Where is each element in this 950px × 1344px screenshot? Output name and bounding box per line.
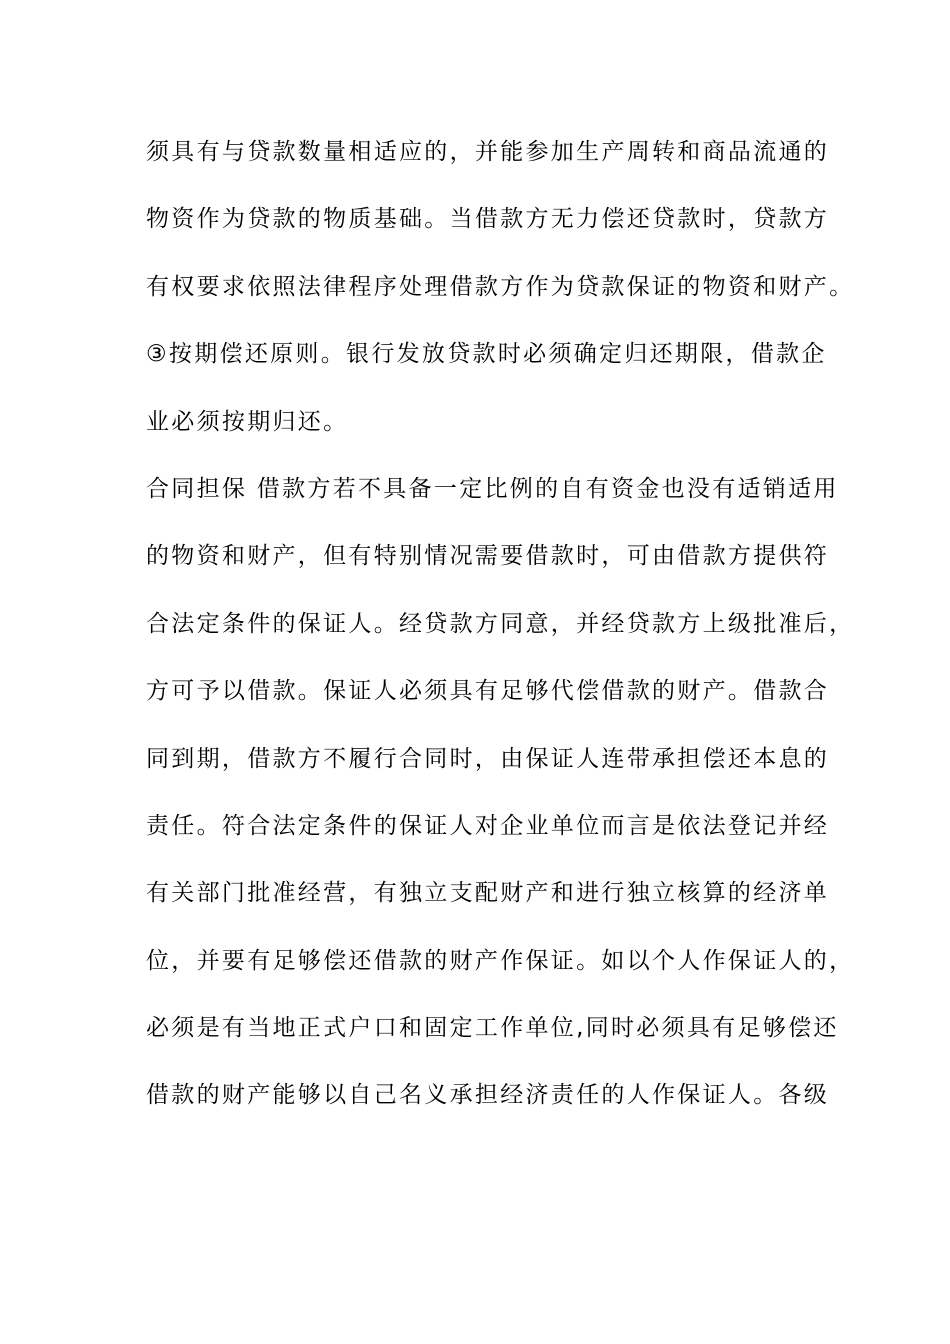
text-line-2: 物资作为贷款的物质基础。当借款方无力偿还贷款时，贷款方 bbox=[146, 206, 830, 233]
text-line-5: 业必须按期归还。 bbox=[146, 408, 349, 435]
text-line-8: 合法定条件的保证人。经贷款方同意，并经贷款方上级批准后， bbox=[146, 610, 855, 637]
text-line-14: 必须是有当地正式户口和固定工作单位,同时必须具有足够偿还 bbox=[146, 1015, 839, 1042]
text-line-10: 同到期，借款方不履行合同时，由保证人连带承担偿还本息的 bbox=[146, 745, 830, 772]
text-line-3: 有权要求依照法律程序处理借款方作为贷款保证的物资和财产。 bbox=[146, 273, 855, 300]
text-line-15: 借款的财产能够以自己名义承担经济责任的人作保证人。各级 bbox=[146, 1082, 830, 1109]
text-line-6: 合同担保 借款方若不具备一定比例的自有资金也没有适销适用 bbox=[146, 475, 839, 502]
text-line-9: 方可予以借款。保证人必须具有足够代偿借款的财产。借款合 bbox=[146, 678, 830, 705]
text-line-7: 的物资和财产，但有特别情况需要借款时，可由借款方提供符 bbox=[146, 543, 830, 570]
text-line-4: ③按期偿还原则。银行发放贷款时必须确定归还期限，借款企 bbox=[146, 341, 827, 368]
text-line-11: 责任。符合法定条件的保证人对企业单位而言是依法登记并经 bbox=[146, 812, 830, 839]
text-line-13: 位，并要有足够偿还借款的财产作保证。如以个人作保证人的， bbox=[146, 947, 855, 974]
text-line-12: 有关部门批准经营，有独立支配财产和进行独立核算的经济单 bbox=[146, 880, 830, 907]
body-text bbox=[146, 130, 855, 1141]
text-line-1: 须具有与贷款数量相适应的，并能参加生产周转和商品流通的 bbox=[146, 139, 830, 165]
